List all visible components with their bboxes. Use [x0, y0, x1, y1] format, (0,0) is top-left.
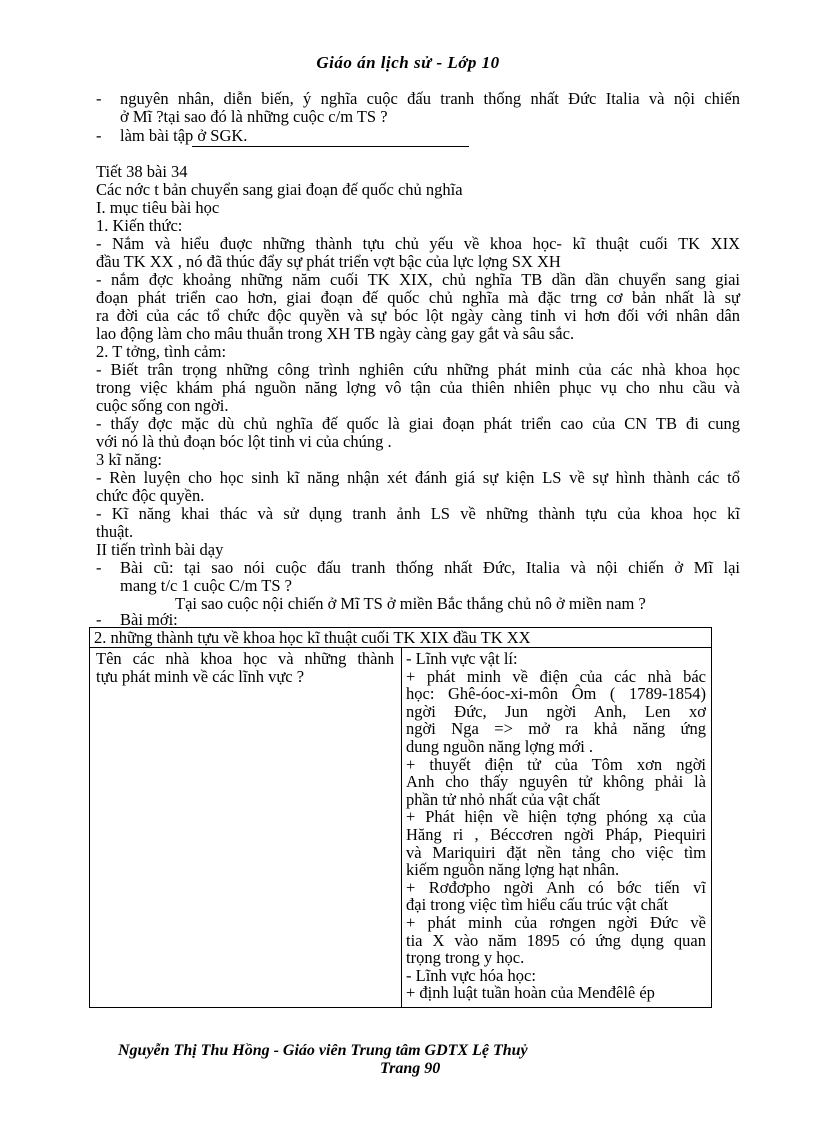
table-cell-line: - Lĩnh vực vật lí: [406, 650, 518, 668]
table-column-divider [401, 647, 402, 1008]
paragraph-line: đầu TK XX , nó đã thúc đẩy sự phát triển vợt bậc của lực lợng SX XH [96, 252, 561, 271]
table-cell-line: Tên các nhà khoa học và những thành [96, 649, 394, 668]
list-item: - làm bài tập ở SGK. [96, 126, 248, 145]
table-cell-line: ngời Nga => mở ra khả năng ứng [406, 719, 706, 739]
table-cell-line: Hăng ri , Béccơren ngời Pháp, Piequiri [406, 824, 706, 844]
table-cell-line: trọng trong y học. [406, 948, 525, 968]
list-item: - Bài mới: [96, 610, 178, 629]
table-cell-line: + phát minh của rơngen ngời Đức về [406, 912, 706, 932]
attitude-heading: 2. T tởng, tình cảm: [96, 342, 227, 361]
table-cell-line: dung nguồn năng lợng mới . [406, 736, 594, 756]
table-cell-line: đại trong việc tìm hiểu cấu trúc vật chất [406, 895, 669, 915]
objectives-heading: I. mục tiêu bài học [96, 198, 220, 217]
paragraph-line: - Rèn luyện cho học sinh kĩ năng nhận xét đánh giá sự kiện LS về sự hình thành các tổ [96, 468, 740, 487]
lesson-title: Tiết 38 bài 34 [96, 162, 188, 181]
list-item: - Bài cũ: tại sao nói cuộc đấu tranh thống nhất Đức, Italia và nội chiến ở Mĩ lại [96, 558, 740, 577]
table-cell-line: + Phát hiện về hiện tợng phóng xạ của [406, 807, 706, 827]
skills-heading: 3 kĩ năng: [96, 450, 162, 469]
paragraph-line: - nắm đợc khoảng những năm cuối TK XIX, chủ nghĩa TB dần dần chuyển sang giai [96, 270, 740, 289]
table-cell-line: + định luật tuần hoàn của Menđêlê ép [406, 983, 655, 1003]
table-cell-line: phần tử nhỏ nhất của vật chất [406, 789, 601, 809]
table-cell-line: Anh cho thấy nguyên tử không phải là [406, 772, 706, 792]
page-header: Giáo án lịch sử - Lớp 10 [316, 53, 500, 72]
paragraph-line: Tại sao cuộc nội chiến ở Mĩ TS ở miền Bắc thắng chủ nô ở miền nam ? [175, 594, 646, 613]
paragraph-line: chức độc quyền. [96, 486, 205, 505]
table-cell-line: và Mariquiri đặt nền tảng cho việc tìm [406, 842, 706, 862]
table-cell-line: + Rơđơpho ngời Anh có bớc tiến vĩ [406, 877, 706, 897]
table-cell-line: tựu phát minh về các lĩnh vực ? [96, 666, 305, 686]
paragraph-line: đoạn phát triển cao hơn, giai đoạn đế quốc chủ nghĩa mà đặc trng cơ bản nhất là sự [96, 288, 740, 307]
paragraph-line: thuật. [96, 522, 134, 541]
paragraph-line: - thấy đợc mặc dù chủ nghĩa đế quốc là giai đoạn phát triển cao của CN TB đi cung [96, 414, 740, 433]
lesson-subtitle: Các nớc t bản chuyển sang giai đoạn đế quốc chủ nghĩa [96, 180, 463, 199]
table-cell-line: + thuyết điện tử của Tôm xơn ngời [406, 754, 706, 774]
paragraph-line: trong việc khám phá nguồn năng lợng vô tận của thiên nhiên phục vụ cho nhu cầu và [96, 378, 740, 397]
knowledge-heading: 1. Kiến thức: [96, 216, 183, 235]
list-item-continuation: ở Mĩ ?tại sao đó là những cuộc c/m TS ? [120, 107, 388, 126]
table-left-cell [96, 650, 394, 685]
table-cell-line: học: Ghê-óoc-xi-môn Ôm ( 1789-1854) [406, 684, 706, 704]
process-heading: II tiến trình bài dạy [96, 540, 224, 559]
list-item: - nguyên nhân, diễn biến, ý nghĩa cuộc đấu tranh thống nhất Đức Italia và nội chiến [96, 89, 740, 108]
table-cell-line: kiếm nguồn năng lợng hạt nhân. [406, 860, 620, 880]
list-item-continuation: mang t/c 1 cuộc C/m TS ? [120, 576, 293, 595]
table-cell-line: tia X vào năm 1895 có ứng dụng quan [406, 930, 706, 950]
paragraph-line: ra đời của các tổ chức độc quyền và sự bóc lột ngày càng tinh vi hơn đối với nhân dân [96, 306, 740, 325]
paragraph-line: cuộc sống con ngời. [96, 396, 229, 415]
paragraph-line: - Biết trân trọng những công trình nghiên cứu những phát minh của các nhà khoa học [96, 360, 740, 379]
table-header: 2. những thành tựu về khoa học kĩ thuật cuối TK XIX đầu TK XX [94, 628, 531, 647]
paragraph-line: - Kĩ năng khai thác và sử dụng tranh ảnh LS về những thành tựu của khoa học kĩ [96, 504, 740, 523]
underline-divider [192, 146, 469, 147]
table-right-cell [406, 650, 706, 1006]
table-cell-line: + phát minh về điện của các nhà bác [406, 666, 706, 686]
footer-page-number: Trang 90 [380, 1060, 441, 1077]
table-cell-line: - Lĩnh vực hóa học: [406, 965, 536, 985]
paragraph-line: lao động làm cho mâu thuẫn trong XH TB ngày càng gay gắt và sâu sắc. [96, 324, 575, 343]
table-right-lines [406, 650, 706, 1002]
paragraph-line: - Nắm và hiểu đuợc những thành tựu chủ yếu về khoa học- kĩ thuật cuối TK XIX [96, 234, 740, 253]
footer-author: Nguyễn Thị Thu Hồng - Giáo viên Trung tâm GDTX Lệ Thuỷ [118, 1042, 528, 1059]
paragraph-line: với nó là thủ đoạn bóc lột tinh vi của chúng . [96, 432, 392, 451]
table-cell-line: ngời Đức, Jun ngời Anh, Len xơ [406, 701, 706, 721]
